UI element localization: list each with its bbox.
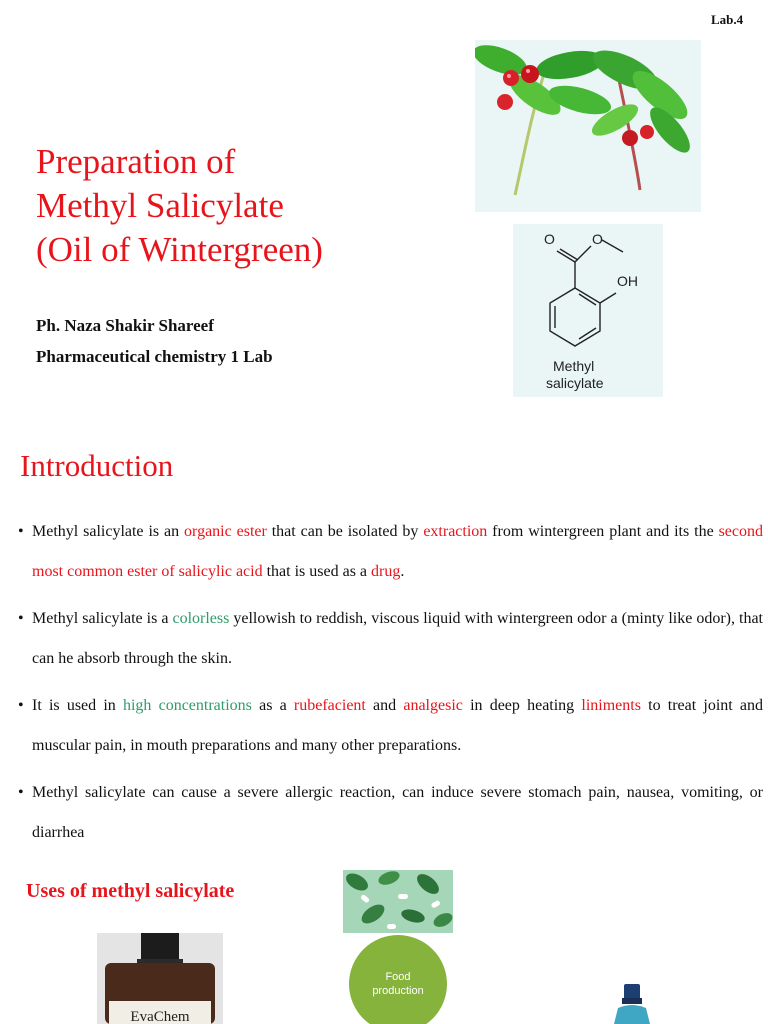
wintergreen-plant-illustration	[475, 40, 701, 212]
title-line-2: Methyl Salicylate	[36, 186, 284, 225]
highlight-term: high concentrations	[122, 697, 252, 714]
author-block	[36, 310, 273, 372]
bottle-illustration	[97, 933, 223, 1024]
bottle-image	[97, 933, 223, 1024]
food-production-label: Food production	[372, 971, 424, 997]
text-run: as a	[251, 697, 294, 714]
title-line-1: Preparation of	[36, 142, 236, 181]
leaves-image	[343, 870, 453, 933]
highlight-term: second most common ester of salicylic acid	[32, 523, 764, 580]
food-production-badge	[349, 935, 447, 1024]
mouthwash-bottle-illustration	[600, 980, 664, 1024]
text-run: that can be isolated by	[266, 523, 424, 540]
introduction-heading: Introduction	[20, 448, 174, 483]
structure-caption-line-1: Methyl	[553, 358, 595, 374]
atom-oxygen-ester: O	[592, 231, 603, 247]
wintergreen-plant-image	[475, 40, 701, 212]
lab-number: Lab.4	[711, 12, 744, 27]
atom-hydroxyl: OH	[617, 273, 638, 289]
list-item	[18, 686, 763, 766]
highlight-term: extraction	[423, 523, 488, 540]
highlight-term: colorless	[172, 610, 230, 627]
page-title	[36, 140, 323, 272]
list-item	[18, 512, 763, 592]
highlight-term: liniments	[581, 697, 641, 714]
leaves-illustration	[343, 870, 453, 933]
atom-oxygen-carbonyl: O	[544, 231, 555, 247]
author-name: Ph. Naza Shakir Shareef	[36, 316, 214, 335]
introduction-list	[18, 512, 763, 860]
text-run: Methyl salicylate is an	[32, 523, 185, 540]
text-run: in deep heating	[462, 697, 582, 714]
structure-caption-line-2: salicylate	[546, 375, 604, 391]
text-run: that is used as a	[262, 563, 372, 580]
highlight-term: rubefacient	[293, 697, 366, 714]
highlight-term: drug	[371, 563, 401, 580]
course-name: Pharmaceutical chemistry 1 Lab	[36, 347, 273, 366]
highlight-term: organic ester	[184, 523, 267, 540]
text-run: from wintergreen plant and its the	[487, 523, 719, 540]
mouthwash-bottle-image	[600, 980, 664, 1024]
text-run: and	[365, 697, 404, 714]
methyl-salicylate-structure	[513, 224, 663, 397]
list-item	[18, 773, 763, 853]
title-line-3: (Oil of Wintergreen)	[36, 230, 323, 269]
text-run: Methyl salicylate is a	[32, 610, 173, 627]
text-run: .	[400, 563, 405, 580]
text-run: Methyl salicylate can cause a severe allergic reaction, can induce severe stomach pain, nausea, vomiting, or diarrhea	[32, 784, 763, 841]
text-run: to treat joint and muscular pain, in mouth preparations and many other preparations.	[32, 697, 763, 754]
highlight-term: analgesic	[403, 697, 463, 714]
list-item	[18, 599, 763, 679]
text-run: yellowish to reddish, viscous liquid with wintergreen odor a (minty like odor), that can he absorb through the skin.	[32, 610, 763, 667]
bottle-label: EvaChem	[130, 1009, 190, 1024]
uses-heading: Uses of methyl salicylate	[26, 880, 235, 902]
text-run: It is used in	[32, 697, 123, 714]
methyl-salicylate-structure-image	[513, 224, 663, 397]
